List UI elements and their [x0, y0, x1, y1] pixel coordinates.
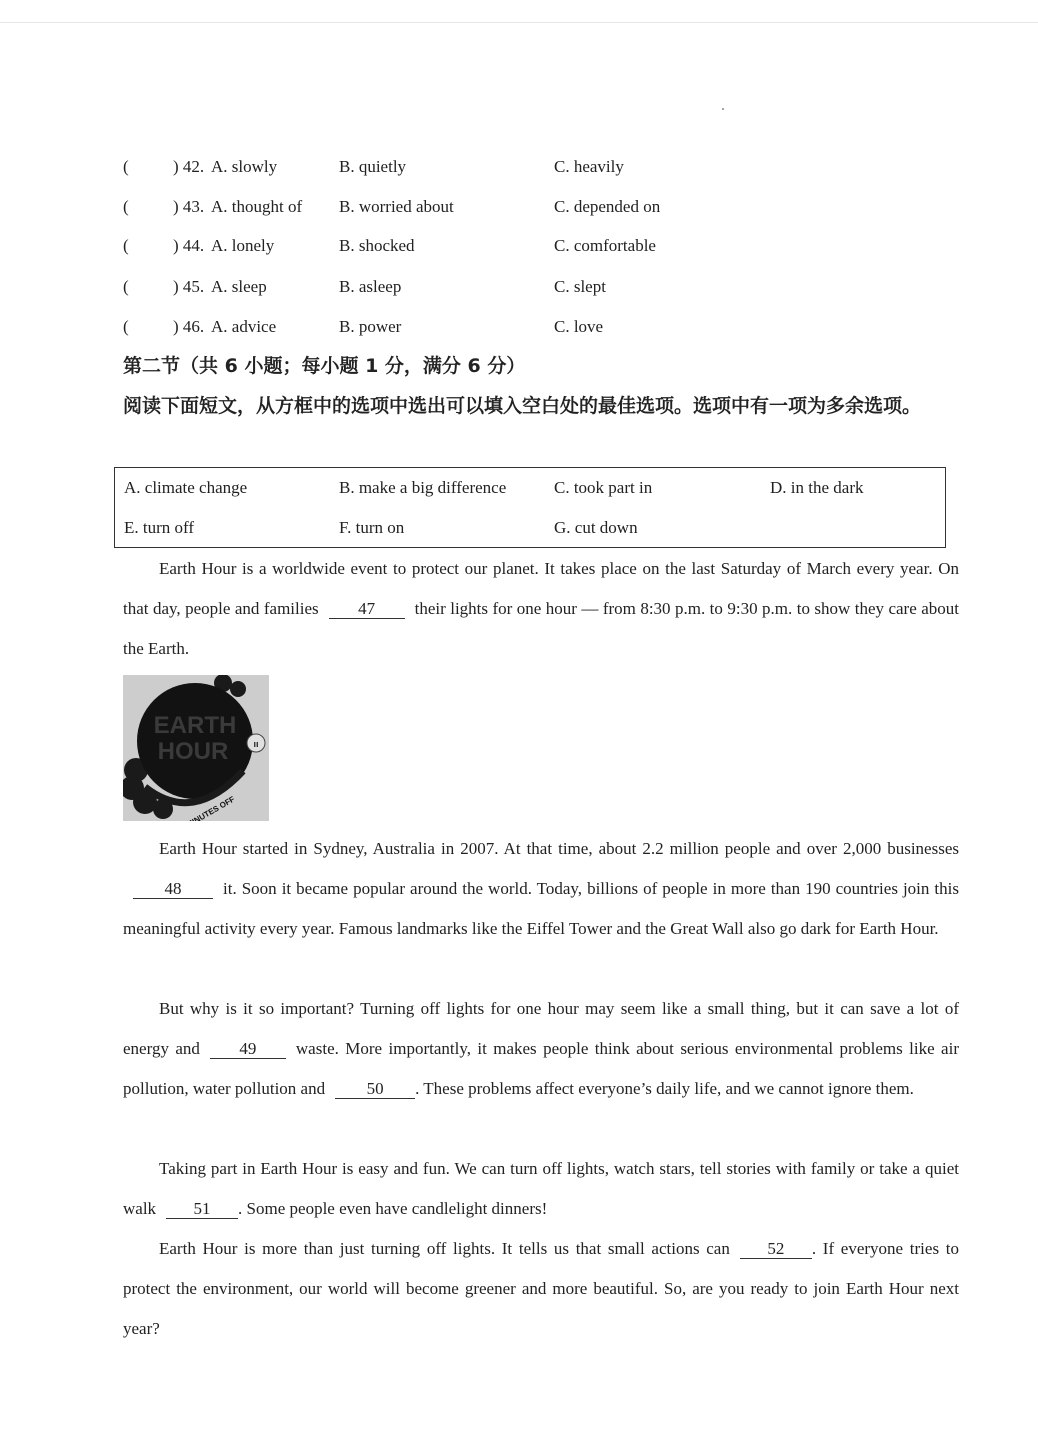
blank-50[interactable]: 50 — [335, 1080, 415, 1099]
question-44 — [123, 234, 823, 258]
word-bank-option-e: E. turn off — [124, 518, 195, 537]
question-45 — [123, 275, 823, 299]
paragraph-text: Earth Hour is a worldwide event to protect our planet. It takes place on the last Saturday of March every year. On that day, people and families — [123, 559, 959, 618]
word-bank-option-f: F. turn on — [339, 518, 405, 537]
answer-paren[interactable]: ( — [123, 197, 129, 216]
logo-text-earth: EARTH — [153, 712, 237, 739]
blank-51[interactable]: 51 — [166, 1200, 238, 1219]
blank-47[interactable]: 47 — [329, 600, 405, 619]
answer-paren[interactable]: ( — [123, 157, 129, 176]
paragraph-text: their lights for one hour — from 8:30 p.m. to 9:30 p.m. to show they care about the Earth. — [123, 599, 959, 658]
word-bank-box — [114, 467, 946, 548]
paragraph-text: . Some people even have candlelight dinners! — [238, 1199, 548, 1218]
speck — [722, 108, 724, 110]
word-bank-option-a: A. climate change — [124, 478, 248, 497]
answer-paren[interactable]: ( — [123, 317, 129, 336]
option-c: C. love — [554, 317, 604, 336]
section-title: 第二节（共 6 小题；每小题 1 分，满分 6 分） — [123, 355, 526, 377]
section-instruction: 阅读下面短文，从方框中的选项中选出可以填入空白处的最佳选项。选项中有一项为多余选项。 — [123, 395, 922, 417]
earth-hour-logo-image — [123, 675, 269, 821]
option-c: C. slept — [554, 277, 606, 296]
logo-text-hour: HOUR — [157, 738, 229, 765]
word-bank-option-g: G. cut down — [554, 518, 638, 537]
question-number: ) 46. — [173, 317, 205, 336]
paragraph-text: waste. More importantly, it makes people think about serious environmental problems like air pollution, water pollution and — [123, 1039, 959, 1098]
option-a: A. lonely — [211, 236, 275, 255]
question-46 — [123, 315, 823, 339]
option-a: A. sleep — [211, 277, 267, 296]
option-a: A. advice — [211, 317, 277, 336]
paragraph-1 — [123, 549, 959, 669]
question-number: ) 45. — [173, 277, 205, 296]
option-b: B. worried about — [339, 197, 454, 216]
blank-49[interactable]: 49 — [210, 1040, 286, 1059]
paragraph-text: Earth Hour is more than just turning off lights. It tells us that small actions can — [159, 1239, 730, 1258]
option-b: B. quietly — [339, 157, 407, 176]
answer-paren[interactable]: ( — [123, 236, 129, 255]
question-42 — [123, 155, 823, 179]
blank-48[interactable]: 48 — [133, 880, 213, 899]
paragraph-text: Earth Hour started in Sydney, Australia in 2007. At that time, about 2.2 million people and over 2,000 businesses — [159, 839, 959, 858]
paragraph-text: Taking part in Earth Hour is easy and fun. We can turn off lights, watch stars, tell stories with family or take a quiet walk — [123, 1159, 959, 1218]
paragraph-4 — [123, 1149, 959, 1229]
paragraph-5 — [123, 1229, 959, 1349]
page-top-border — [0, 22, 1038, 23]
paragraph-3 — [123, 989, 959, 1109]
paragraph-2 — [123, 829, 959, 949]
answer-paren[interactable]: ( — [123, 277, 129, 296]
option-c: C. depended on — [554, 197, 661, 216]
option-b: B. power — [339, 317, 402, 336]
option-c: C. comfortable — [554, 236, 656, 255]
paragraph-text: . These problems affect everyone’s daily life, and we cannot ignore them. — [415, 1079, 914, 1098]
option-a: A. slowly — [211, 157, 278, 176]
word-bank-option-b: B. make a big difference — [339, 478, 507, 497]
option-b: B. asleep — [339, 277, 402, 296]
logo-badge-mark: ıı — [253, 739, 259, 749]
paragraph-text: . If everyone tries to protect the environment, our world will become greener and more beautiful. So, are you ready to join Earth Hour next year? — [123, 1239, 959, 1338]
paragraph-text: it. Soon it became popular around the world. Today, billions of people in more than 190 countries join this meaningful activity every year. Famous landmarks like the Eiffel Tower and the Great Wall also go dark for Earth Hour. — [123, 879, 959, 938]
cloud-puff — [230, 681, 246, 697]
question-number: ) 43. — [173, 197, 205, 216]
question-43 — [123, 195, 823, 219]
option-b: B. shocked — [339, 236, 415, 255]
word-bank-option-d: D. in the dark — [770, 478, 864, 497]
paragraph-text: But why is it so important? Turning off lights for one hour may seem like a small thing, but it can save a lot of energy and — [123, 999, 959, 1058]
option-a: A. thought of — [211, 197, 303, 216]
question-number: ) 42. — [173, 157, 205, 176]
word-bank-option-c: C. took part in — [554, 478, 653, 497]
question-number: ) 44. — [173, 236, 205, 255]
option-c: C. heavily — [554, 157, 624, 176]
blank-52[interactable]: 52 — [740, 1240, 812, 1259]
